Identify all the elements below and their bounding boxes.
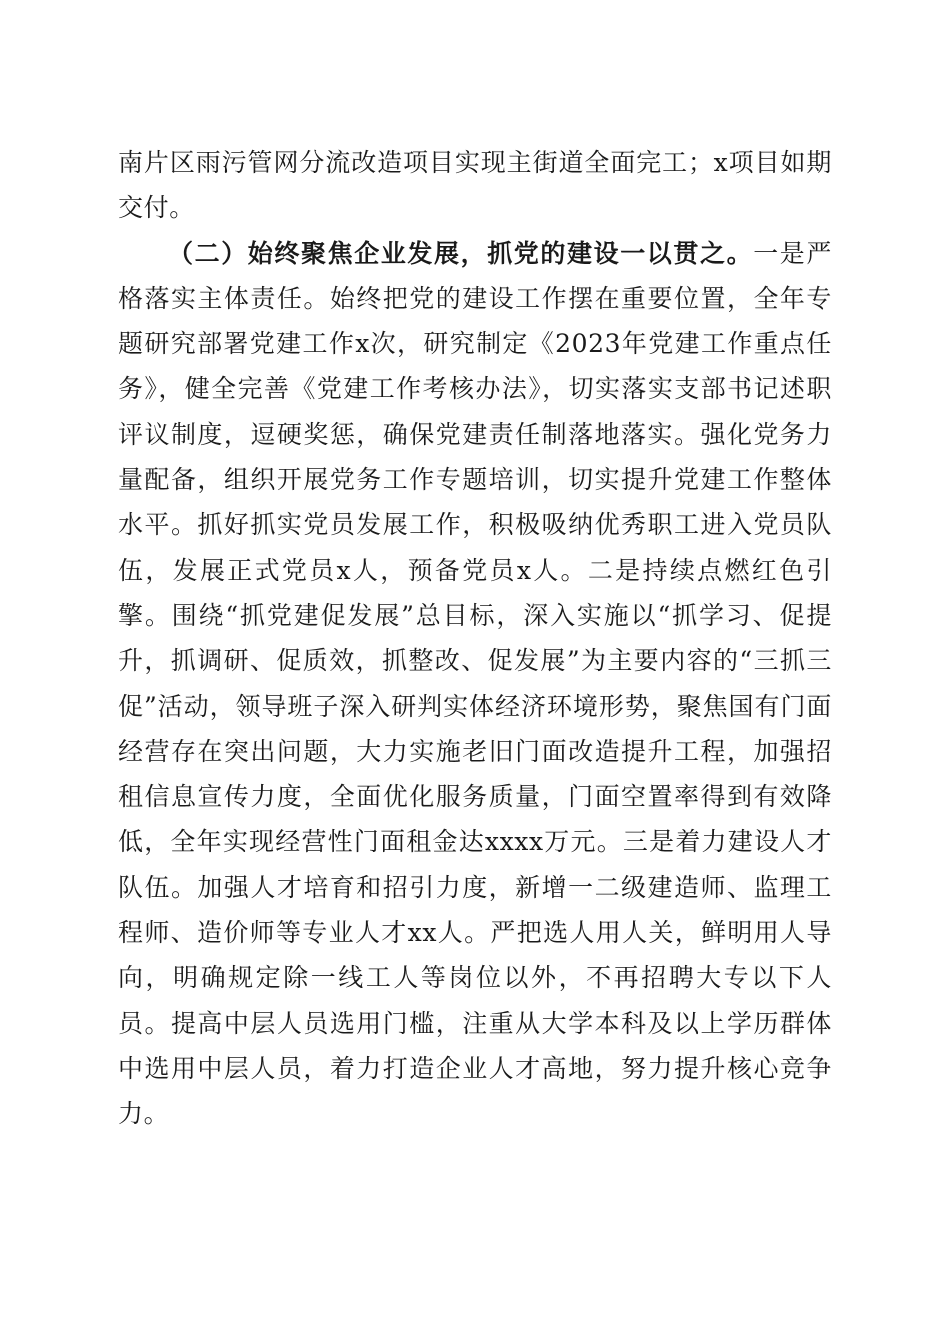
section-heading: （二）始终聚焦企业发展，抓党的建设一以贯之。 [168,238,754,268]
paragraph-1-text: 南片区雨污管网分流改造项目实现主街道全面完工；x项目如期交付。 [118,148,832,223]
section-body: 一是严格落实主体责任。始终把党的建设工作摆在重要位置，全年专题研究部署党建工作x次，研究制定《2023年党建工作重点任务》，健全完善《党建工作考核办法》，切实落实支部书记述职评议制度，逗硬奖惩，确保党建责任制落地落实。强化党务力量配备，组织开展党务工作专题培训，切实提升党建工作整体水平。抓好抓实党员发展工作，积极吸纳优秀职工进入党员队伍，发展正式党员x人，预备党员x人。二是持续点燃红色引擎。围绕“抓党建促发展”总目标，深入实施以“抓学习、促提升，抓调研、促质效，抓整改、促发展”为主要内容的“三抓三促”活动，领导班子深入研判实体经济环境形势，聚焦国有门面经营存在突出问题，大力实施老旧门面改造提升工程，加强招租信息宣传力度，全面优化服务质量，门面空置率得到有效降低，全年实现经营性门面租金达xxxx万元。三是着力建设人才队伍。加强人才培育和招引力度，新增一二级建造师、监理工程师、造价师等专业人才xx人。严把选人用人关，鲜明用人导向，明确规定除一线工人等岗位以外，不再招聘大专以下人员。提高中层人员选用门槛，注重从大学本科及以上学历群体中选用中层人员，着力打造企业人才高地，努力提升核心竞争力。 [118,238,832,1129]
paragraph-continuation [118,140,832,231]
document-page [118,140,832,1137]
section-paragraph [118,231,832,1137]
